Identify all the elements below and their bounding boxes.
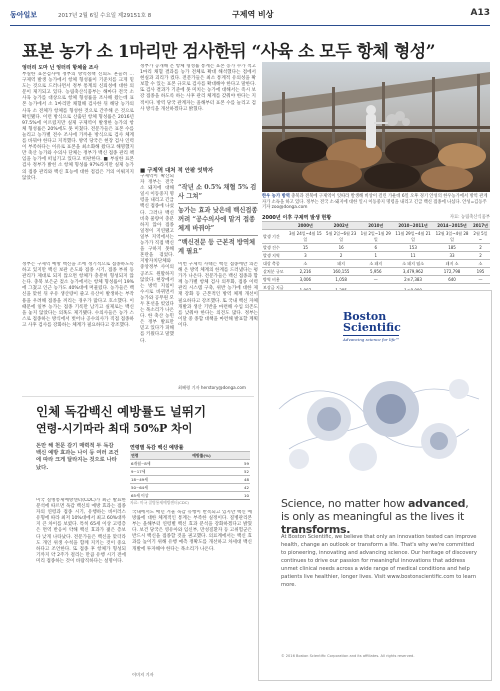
- table-cell: 185: [433, 244, 471, 252]
- table-cell: 16: [324, 244, 359, 252]
- table-cell: 52: [191, 468, 250, 476]
- table-row: [130, 484, 250, 492]
- masthead: [10, 8, 490, 26]
- table-row: [130, 460, 250, 468]
- table-cell: 9~17세: [130, 468, 191, 476]
- table-row: [130, 476, 250, 484]
- pull-quote-line-1: “작년 소 0.5% 채혈 5% 검사 그쳐”: [178, 184, 257, 200]
- table-cell: 160,155: [324, 268, 359, 276]
- table-cell: 3,006: [287, 276, 324, 284]
- table-row: [130, 468, 250, 476]
- table-cell: 195: [471, 268, 490, 276]
- photo-caption-lead: 한우 농가 방역: [262, 194, 290, 199]
- table-cell: 10: [191, 492, 250, 500]
- table-header-cell: 2010~2011년: [393, 222, 433, 230]
- table-cell: 3: [287, 252, 324, 260]
- table-cell: 2: [471, 244, 490, 252]
- article-col3: 이번 구제역 사태는 백신 접종에만 의존해 온 방역 체계의 한계를 드러냈다는 평가가 나온다. 전문가들은 백신 접종과 함께 농가별 항체 검사 의무화, 접종 이력 관리 시스템 구축, 위반 농가에 대한 제재 강화 등 근본적인 방역 체계 개선이 필요하다고 강조했다. 또 국내 백신 자체 개발과 생산 기반을 마련해 수입 의존도를 낮춰야 한다는 의견도 많다. 정부는 이달 중 종합 대책을 마련해 발표할 계획이다.: [178, 262, 258, 328]
- tagline-part-2: , is only as meaningful as the lives it: [281, 497, 469, 523]
- table-cell: —: [471, 276, 490, 284]
- table-header-cell: 2000년: [287, 222, 324, 230]
- story2-col1: 미국 질병통제예방센터(CDC)가 최근 발표한 분석에 따르면 독감 백신의 예방 효과는 접종자의 연령과 접종 시기, 유행하는 바이러스 유형에 따라 최저 10%대에서 최고 60%대까지 큰 차이를 보였다. 특히 65세 이상 고령층은 면역 반응이 약해 백신 효과가 젊은 층보다 낮게 나타났다. 전문가들은 백신을 맞더라도 개인 위생 수칙을 함께 지키는 것이 중요하다고 조언한다. 또 접종 후 항체가 형성되기까지 약 2주가 걸리는 만큼 유행 시기 전에 미리 접종하는 것이 바람직하다는 설명이다.: [36, 498, 126, 564]
- tagline-emphasis-2: transforms.: [281, 523, 351, 536]
- story2-headline-line2: 연령-시기따라 최대 50%P 차이: [36, 422, 193, 435]
- table-header-cell: 2014~2015년: [433, 222, 471, 230]
- section-title: 구제역 비상: [232, 10, 274, 19]
- table-cell: 5,956: [359, 268, 393, 276]
- table-header-cell: 연령: [130, 452, 191, 460]
- story2-headline: [36, 403, 251, 437]
- table-cell: 2월 5일~: [471, 230, 490, 244]
- table-row: [262, 230, 490, 244]
- table-cell: 15: [287, 244, 324, 252]
- table-header-cell: 2002년: [324, 222, 359, 230]
- logo-tagline: Advancing science for life™: [343, 337, 400, 342]
- vaccine-table-title: 연령별 독감 백신 예방률: [130, 445, 184, 451]
- table-header-row: [130, 452, 250, 460]
- table-cell: 소: [471, 260, 490, 268]
- table-row: [130, 492, 250, 500]
- table-cell: 6개월~8세: [130, 460, 191, 468]
- table-cell: 12월 3일~4월 28일: [433, 230, 471, 244]
- story2-headline-line1: 인체 독감백신 예방률도 널뛰기: [36, 404, 207, 419]
- tagline-emphasis-1: advanced: [408, 497, 466, 510]
- photo-caption: [262, 194, 490, 211]
- story2-byline: 이미지 기자: [132, 672, 154, 677]
- table-cell: 33: [433, 252, 471, 260]
- table-cell: 18~49세: [130, 476, 191, 484]
- table-cell: 1월 2일~1월 29일: [359, 230, 393, 244]
- story2-lead: 돈만 해 천문 감기 매력적 두 독감 백신 예방 효과는 나이 등 여러 조건에 따라 크게 달라지는 것으로 나타났다.: [36, 443, 119, 471]
- ad-body: At Boston Scientific, we believe that only an innovation tested can improve health, change an outlook or transform a life. That's why we're committed to pioneering, innovating and advancing science. Our heritage of discovery continues to drive our passion for meaningful innovations that address unmet clinical needs across a wide range of medical conditions and help patients live healthier, longer lives. Visit www.bostonscientific.com to learn more.: [281, 534, 477, 588]
- table-cell: 발생 건수: [262, 244, 287, 252]
- table-cell: 소 돼지 염소: [393, 260, 433, 268]
- table-cell: 11: [393, 252, 433, 260]
- logo-line-1: Boston: [343, 310, 387, 323]
- table-row: [262, 268, 490, 276]
- issue-date: 2017년 2월 6일 수요일 제29151호 8: [58, 13, 152, 19]
- table-cell: 6: [359, 244, 393, 252]
- article-col1: 부실한 표본검사에 정부의 방역정책 신뢰도 흔들려 … 구제역 발생 농가에서 항체 형성률이 기준치를 크게 밑도는 것으로 드러나면서 정부 통계의 신뢰성에 대한 의문이 제기되고 있다. 농림축산식품부는 해마다 전국 소 사육 농가를 대상으로 항체 형성률을 조사해 왔는데 표본 농가에서 소 1마리만 채혈해 검사한 뒤 해당 농가의 사육 소 전체가 항체를 형성한 것으로 간주해 온 것으로 확인됐다. 이런 방식으로 산출된 항체 형성률은 2016년 97.5%에 이르렀지만 실제 구제역이 발생한 농가의 항체 형성률은 20%에도 못 미쳤다. 전문가들은 표본 수를 늘리고 농가별 전수 조사에 가까운 방식으로 검사 체계를 바꿔야 한다고 지적했다. 방역 당국은 현장 검사 인력이 부족하다는 이유로 표본을 최소화해 왔다고 해명했지만 축산 농가와 수의사 단체는 정부가 백신 접종 관리 책임을 농가에 떠넘기고 있다고 비판한다. ■ 부실한 표본검사 정부가 밝힌 소 항체 형성률 97%라지만 실제 농가의 접종 관리와 백신 효능에 대한 점검은 거의 이뤄지지 않았다.: [22, 72, 134, 181]
- table-cell: 보상금 지급: [262, 284, 287, 298]
- pull-quote-line-3: “백신전문 등 근본적 방역체계 필요”: [178, 238, 256, 255]
- table-cell: 11월 29일~4월 21일: [393, 230, 433, 244]
- table-cell: 65세 이상: [130, 492, 191, 500]
- outbreak-table-title: 2000년 이후 구제역 발생 현황: [262, 215, 332, 221]
- table-cell: 1,058: [324, 276, 359, 284]
- table-row: [262, 252, 490, 260]
- article-col2b: 구제역이 확산되자 정부는 전국 소 돼지에 대해 일시 이동중지 명령을 내리고 긴급 백신 접종에 나섰다. 그러나 백신 비축 물량이 충분하지 않아 접종 일정이 지연됐고 일부 지역에서는 농가가 직접 백신을 구하지 못해 혼란을 겪었다. 지방자치단체와 중앙정부 사이의 공조도 원활하지 않았다. 현장에서는 방역 지침이 수시로 바뀌면서 농가와 공무원 모두 혼선을 빚었다는 목소리가 나온다. 한 축산 농민은 정부 발표만 믿고 있다가 피해를 키웠다고 말했다.: [140, 174, 174, 344]
- pull-quote: [178, 183, 258, 256]
- table-cell: 방역 비용: [262, 276, 287, 284]
- table-cell: 172,798: [433, 268, 471, 276]
- main-headline: 표본 농가 소 1마리만 검사한뒤 “사육 소 모두 항체 형성”: [22, 42, 436, 62]
- table-cell: 153: [393, 244, 433, 252]
- table-row: [262, 276, 490, 284]
- table-header-cell: 2017년: [471, 222, 490, 230]
- table-cell: 2: [471, 252, 490, 260]
- table-cell: 돼지: [324, 260, 359, 268]
- section-divider: [22, 396, 254, 397]
- table-header-cell: [262, 222, 287, 230]
- logo-line-2: Scientific: [343, 321, 401, 334]
- table-cell: 1: [359, 252, 393, 260]
- table-cell: 소 돼지: [359, 260, 393, 268]
- table-row: [262, 244, 490, 252]
- table-row: [262, 260, 490, 268]
- table-cell: 42: [191, 484, 250, 492]
- table-cell: 발생 기간: [262, 230, 287, 244]
- story2-col2: 국내에서도 매년 겨울 독감 유행이 반복되고 있지만 백신 예방률에 대한 체계적인 통계는 부족한 실정이다. 질병관리본부는 올해부터 연령별 백신 효과 분석을 강화하겠다고 밝혔다. 보건 당국은 영유아와 임신부, 만성질환자 등 고위험군은 반드시 백신을 접종할 것을 권고했다. 의료계에서는 백신 효과를 높이기 위해 유행 예측 정확도를 개선하고 차세대 백신 개발에 투자해야 한다는 목소리가 나온다.: [132, 510, 252, 552]
- table-cell: 돼지 소: [433, 260, 471, 268]
- vaccine-table-source: 자료: 미국 질병통제예방센터(CDC): [130, 500, 189, 505]
- cattle-barn-illustration: [262, 62, 490, 192]
- cattle-barn-photo: [262, 62, 490, 192]
- article-byline: 최혜령 기자 herstory@donga.com: [178, 385, 246, 390]
- table-header-row: [262, 222, 490, 230]
- outbreak-table: [262, 221, 490, 298]
- photo-caption-text: 충북과 전북에 구제역이 잇따라 발생해 비상이 걸린 가운데 6일 오후 경기 안성의 한우농가에서 방역 관계자가 소독을 하고 있다. 정부는 전국 소·돼지에 대한 일시 이동중지 명령을 내리고 긴급 백신 접종에 나섰다. 안성=김동주 기자 zoo@donga.com: [262, 194, 488, 211]
- table-cell: 59: [191, 460, 250, 468]
- tagline-part-1: Science, no matter how: [281, 497, 408, 510]
- article-col1b: 정부는 구제역 예방 백신을 소에 정기적으로 접종하도록 하고 있지만 백신 보관 온도와 접종 시기, 접종 부위 등 관리가 제대로 되지 않으면 항체가 충분히 형성되지 않는다. 충북 보은군 젖소 농가에서는 항체 형성률이 19%에 그쳤고 인근 농가도 40%대에 머물렀다. 농가들은 백신을 맞힌 뒤 우유 생산량이 줄고 유산이 발생하는 부작용을 우려해 접종을 꺼리는 경우가 많다고 호소했다. 이 때문에 일부 농가는 접종 기록만 남기고 실제로는 백신을 놓지 않았다는 의혹도 제기됐다. 수의사들은 농가 스스로 접종하는 방식에서 벗어나 공수의사가 직접 접종하고 사후 검사를 강화하는 체계가 필요하다고 강조했다.: [22, 262, 134, 328]
- table-header-cell: 2010년: [359, 222, 393, 230]
- table-cell: 5월 2일~6월 23일: [324, 230, 359, 244]
- boston-scientific-logo: [343, 311, 401, 342]
- table-cell: —: [359, 276, 393, 284]
- article-col2: 정부가 공개해 온 항체 형성률 통계는 표본 농가 수가 적고 1마리 채혈 결과를 농가 전체로 확대 해석했다는 점에서 현실과 괴리가 컸다. 전문가들은 최소 통계적 유의성을 확보할 수 있는 표본 규모로 검사를 확대해야 한다고 말한다. 또 검사 결과가 기준에 못 미치는 농가에 대해서는 즉시 보강 접종을 하도록 하는 사후 관리 체계를 갖춰야 한다는 지적이다. 방역 당국 관계자는 올해부터 표본 수를 늘리고 검사 방식을 개선하겠다고 밝혔다.: [140, 64, 256, 112]
- table-cell: 2: [324, 252, 359, 260]
- vaccine-table: [130, 451, 250, 500]
- table-cell: 2,216: [287, 268, 324, 276]
- table-cell: 대상 축종: [262, 260, 287, 268]
- pull-quote-line-2: 농가는 효과 낮은데 백신접종 꺼려 “공수의사에 맡겨 접종 체계 바꿔야”: [178, 206, 258, 232]
- outbreak-table-source: 자료: 농림축산식품부: [449, 215, 490, 220]
- table-cell: 소: [287, 260, 324, 268]
- article-kicker: 엉터리 도마 닌 엉터리 항체율 조사: [22, 65, 99, 71]
- table-cell: 발생 지역: [262, 252, 287, 260]
- boston-scientific-ad: [258, 290, 492, 681]
- ad-fineprint: © 2016 Boston Scientific Corporation and its affiliates. All rights reserved.: [281, 654, 415, 658]
- table-cell: 640: [433, 276, 471, 284]
- page-number: A13: [470, 8, 490, 18]
- cell-illustration: [259, 349, 491, 489]
- table-cell: 2조7,383: [393, 276, 433, 284]
- table-cell: 3월 24일~4월 15일: [287, 230, 324, 244]
- table-cell: 48: [191, 476, 250, 484]
- ad-tagline: [281, 497, 477, 536]
- table-cell: 50~64세: [130, 484, 191, 492]
- table-header-cell: 예방률(%): [191, 452, 250, 460]
- newspaper-name: 동아일보: [10, 11, 38, 19]
- table-cell: 살처분 규모: [262, 268, 287, 276]
- article-subheading: ■ 구제역 대처 적 안팎 엇박자: [140, 168, 214, 174]
- table-cell: 3,479,962: [393, 268, 433, 276]
